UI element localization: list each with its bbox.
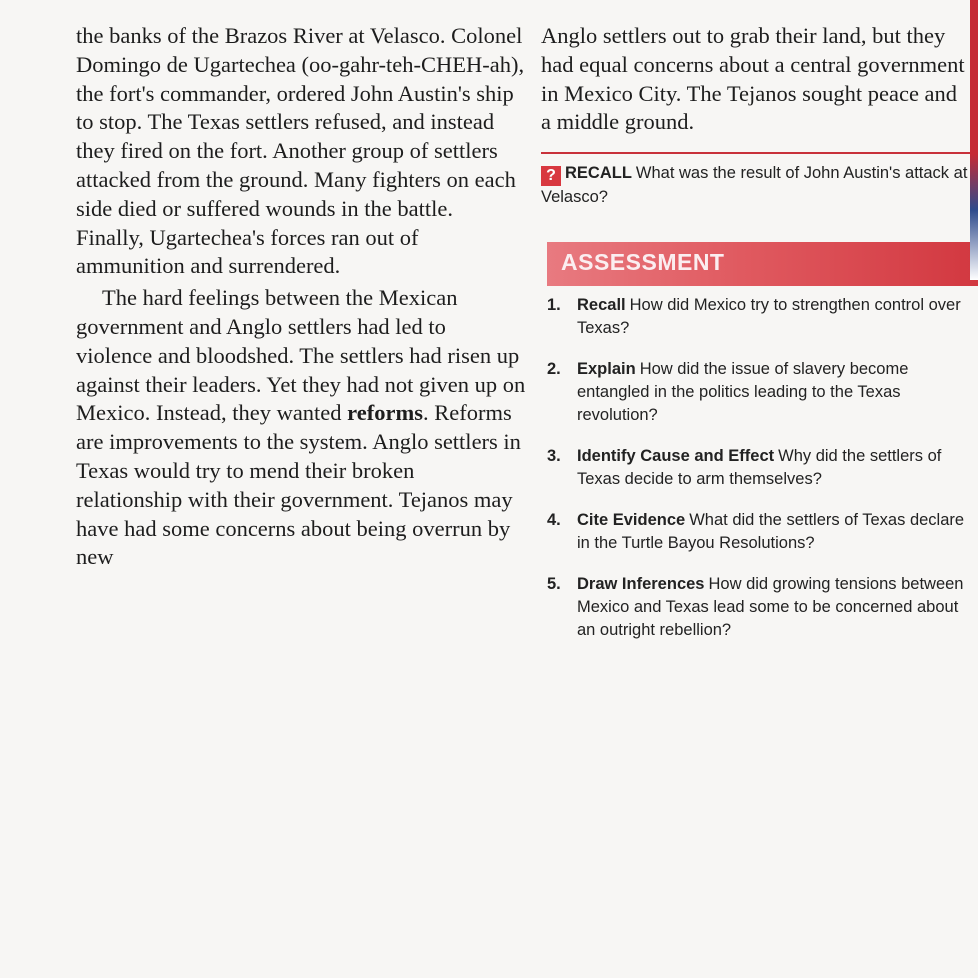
question-text: What did the settlers of Texas declare in the Turtle Bayou Resolutions?	[577, 511, 965, 552]
right-paragraph: Anglo settlers out to grab their land, but they had equal concerns about a central government in Mexico City. The Tejanos sought peace and a middle ground.	[541, 23, 965, 135]
question-text: How did growing tensions between Mexico and Texas lead some to be concerned about an outright rebellion?	[577, 575, 964, 639]
question-label: Explain	[577, 360, 636, 378]
recall-label: RECALL	[565, 164, 632, 182]
term-reforms: reforms	[347, 400, 423, 426]
recall-question	[541, 152, 971, 208]
question-number: 2.	[547, 360, 561, 378]
recall-text: What was the result of John Austin's attack at Velasco?	[541, 164, 968, 206]
assessment-question	[547, 358, 972, 427]
assessment-question	[547, 445, 972, 491]
question-label: Recall	[577, 296, 626, 314]
assessment-title: ASSESSMENT	[561, 249, 725, 275]
left-paragraph-1: the banks of the Brazos River at Velasco. Colonel Domingo de Ugartechea (oo-gahr-teh-CHEH-ah), the fort's commander, ordered John Austin's ship to stop. The Texas settlers refused, and instead they fired on the fort. Another group of settlers attacked from the ground. Many fighters on each side died or suffered wounds in the battle. Finally, Ugartechea's forces ran out of ammunition and surrendered.	[76, 23, 525, 279]
paragraph-2-end: . Reforms are improvements to the system. Anglo settlers in Texas would try to mend their broken relationship with their government. Tejanos may have had some concerns about being overrun by new	[76, 400, 521, 570]
assessment-question	[547, 509, 972, 555]
question-label: Identify Cause and Effect	[577, 447, 775, 465]
left-text-column	[76, 22, 526, 572]
left-paragraph-2	[76, 284, 526, 572]
question-number: 5.	[547, 575, 561, 593]
question-number: 3.	[547, 447, 561, 465]
question-number: 1.	[547, 296, 561, 314]
paragraph-2-start: The hard feelings between the Mexican government and Anglo settlers had led to violence and bloodshed. The settlers had risen up against their leaders. Yet they had not given up on Mexico. Instead, they wanted	[76, 285, 526, 426]
question-label: Cite Evidence	[577, 511, 686, 529]
assessment-question-list	[547, 294, 972, 660]
question-text: How did the issue of slavery become entangled in the politics leading to the Texas revolution?	[577, 360, 909, 424]
assessment-question	[547, 294, 972, 340]
question-text: How did Mexico try to strengthen control over Texas?	[577, 296, 961, 337]
assessment-question	[547, 573, 972, 642]
question-text: Why did the settlers of Texas decide to arm themselves?	[577, 447, 942, 488]
assessment-banner	[547, 242, 978, 286]
question-mark-icon: ?	[541, 166, 561, 186]
question-label: Draw Inferences	[577, 575, 705, 593]
page-edge-strip	[970, 0, 978, 280]
question-number: 4.	[547, 511, 561, 529]
right-text-column	[541, 22, 971, 137]
